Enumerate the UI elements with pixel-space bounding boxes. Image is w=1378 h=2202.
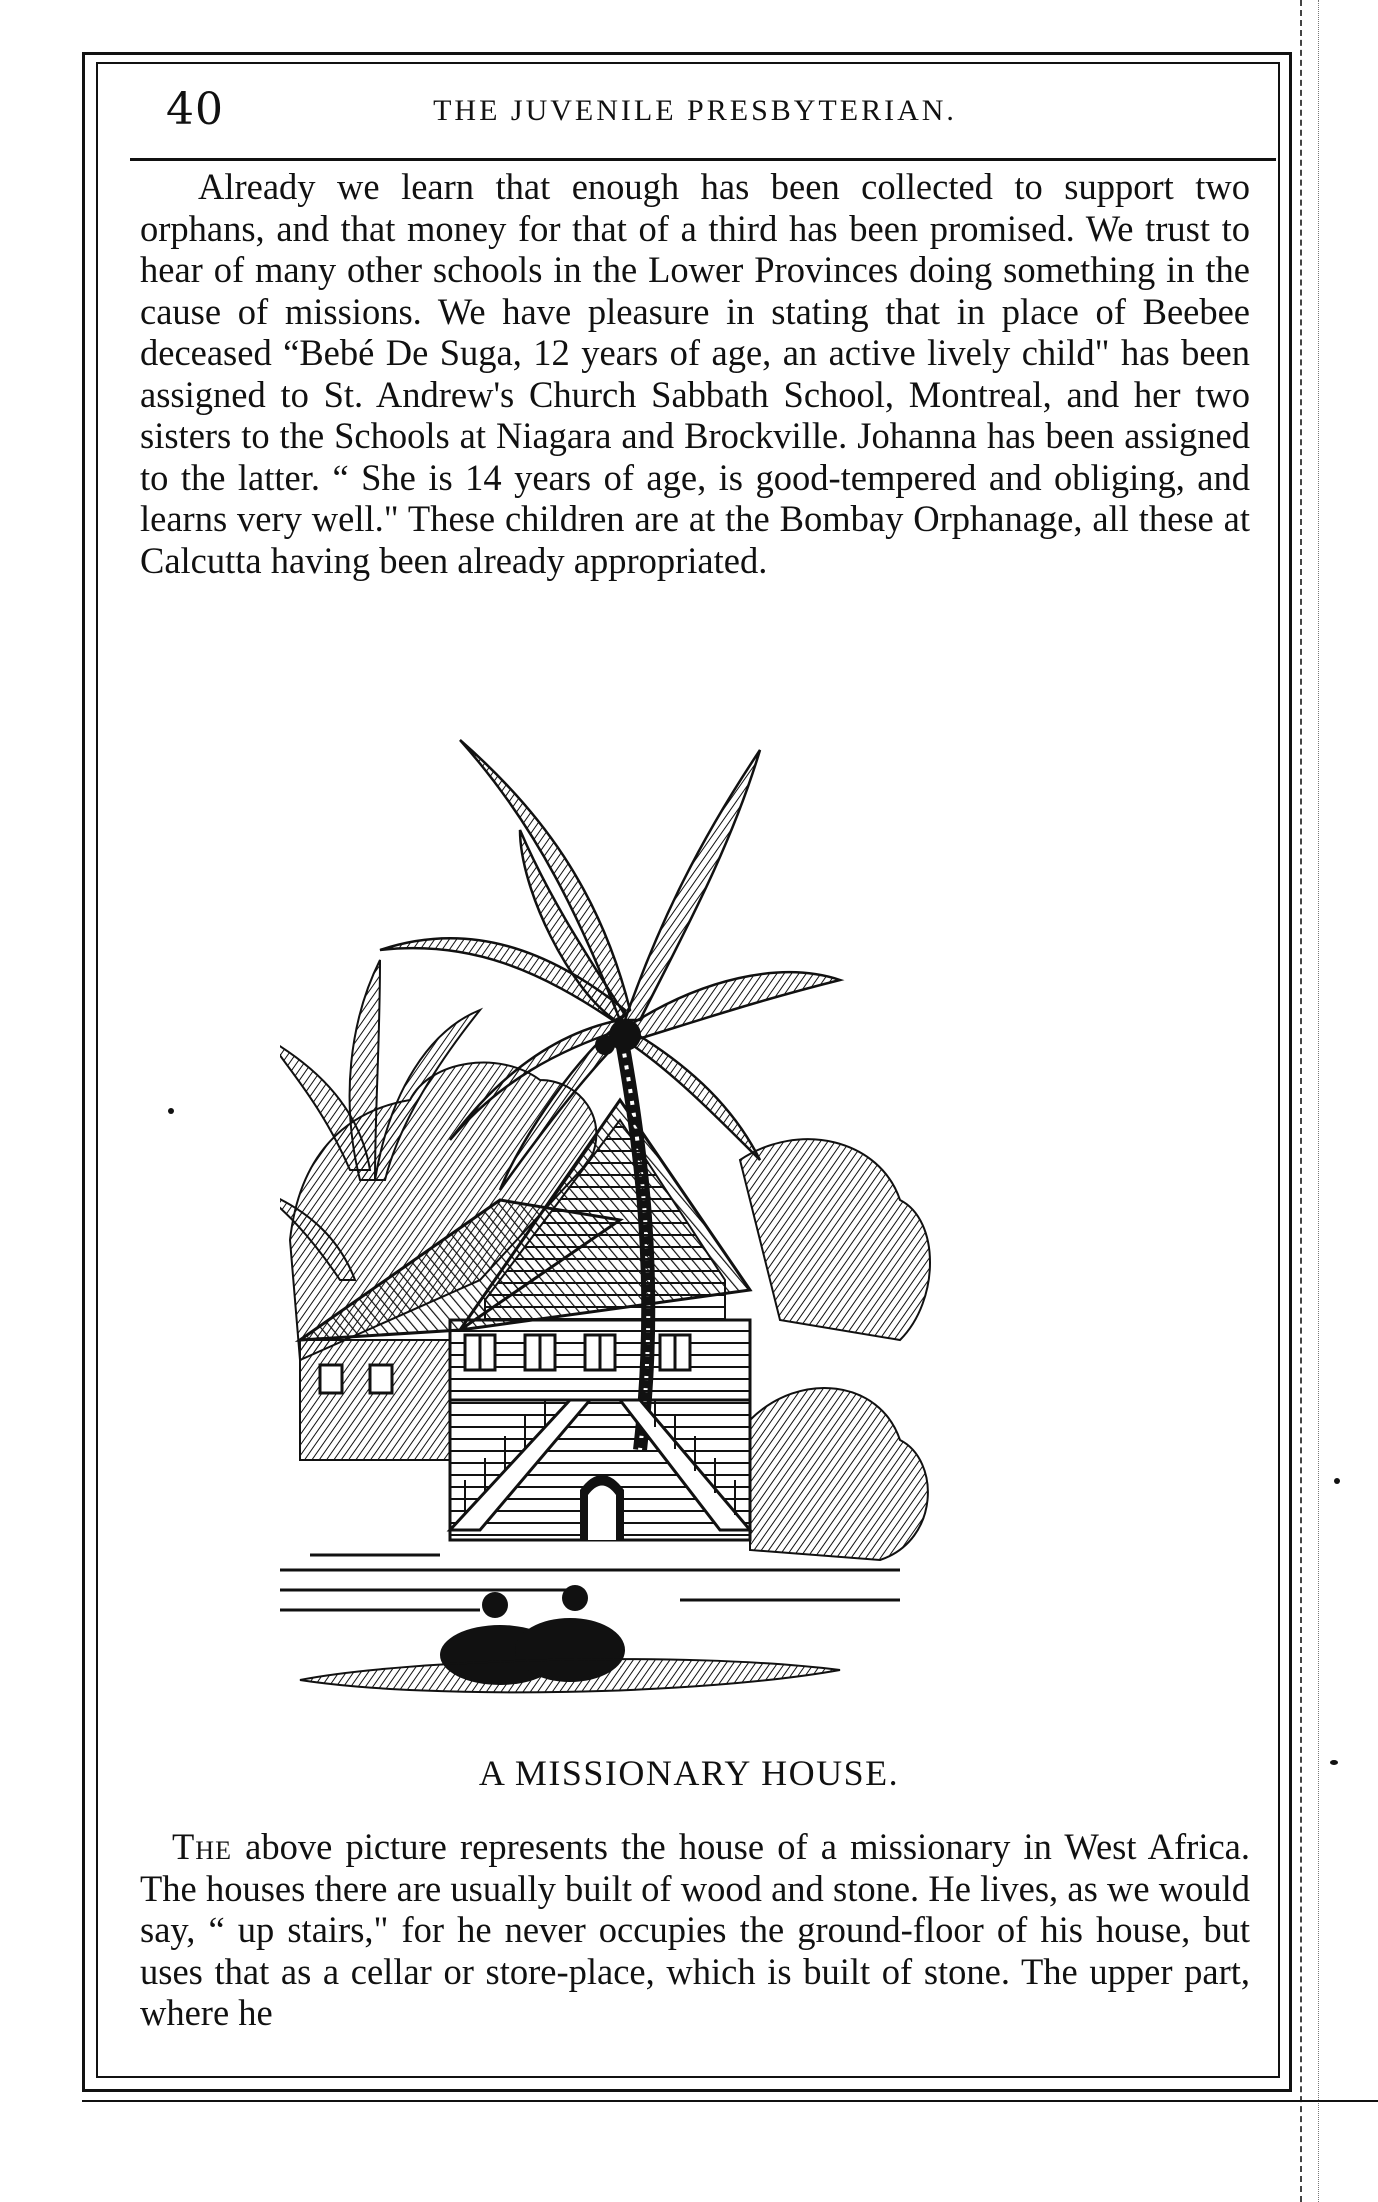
page-number: 40	[166, 84, 224, 135]
missionary-house-illustration	[280, 720, 1060, 1710]
header-rule	[130, 158, 1276, 161]
bottom-rule	[82, 2100, 1378, 2102]
paragraph-lead-word: The	[172, 1826, 232, 1867]
print-speck	[1330, 1760, 1338, 1765]
print-speck	[1334, 1478, 1340, 1484]
illustration-caption: A MISSIONARY HOUSE.	[478, 1753, 900, 1793]
article-paragraph-1: Already we learn that enough has been collected to support two orphans, and that money for that of a third has been promised. We trust to hear of many other schools in the Lower Provinces doing something in the cause of missions. We have pleasure in stating that in place of Beebee deceased “Bebé De Suga, 12 years of age, an active lively child" has been assigned to St. Andrew's Church Sabbath School, Montreal, and her two sisters to the Schools at Niagara and Brockville. Johanna has been assigned to the latter. “ She is 14 years of age, is good-tempered and obliging, and learns very well." These children are at the Bombay Orphanage, all these at Calcutta having been already appropriated.	[140, 166, 1250, 581]
missionary-house-engraving-icon	[280, 720, 1060, 1710]
paragraph-2-text: above picture represents the house of a missionary in West Africa. The houses there are usually built of wood and stone. He lives, as we would say, “ up stairs," for he never occupies the ground-floor of his house, but uses that as a cellar or store-place, which is built of stone. The upper part, where he	[140, 1826, 1250, 2033]
running-title: THE JUVENILE PRESBYTERIAN.	[433, 94, 957, 127]
article-paragraph-2	[140, 1826, 1250, 2034]
margin-rule-dotted	[1318, 0, 1319, 2202]
margin-rule	[1300, 0, 1302, 2202]
print-speck	[168, 1108, 174, 1114]
page-header	[130, 80, 1260, 150]
